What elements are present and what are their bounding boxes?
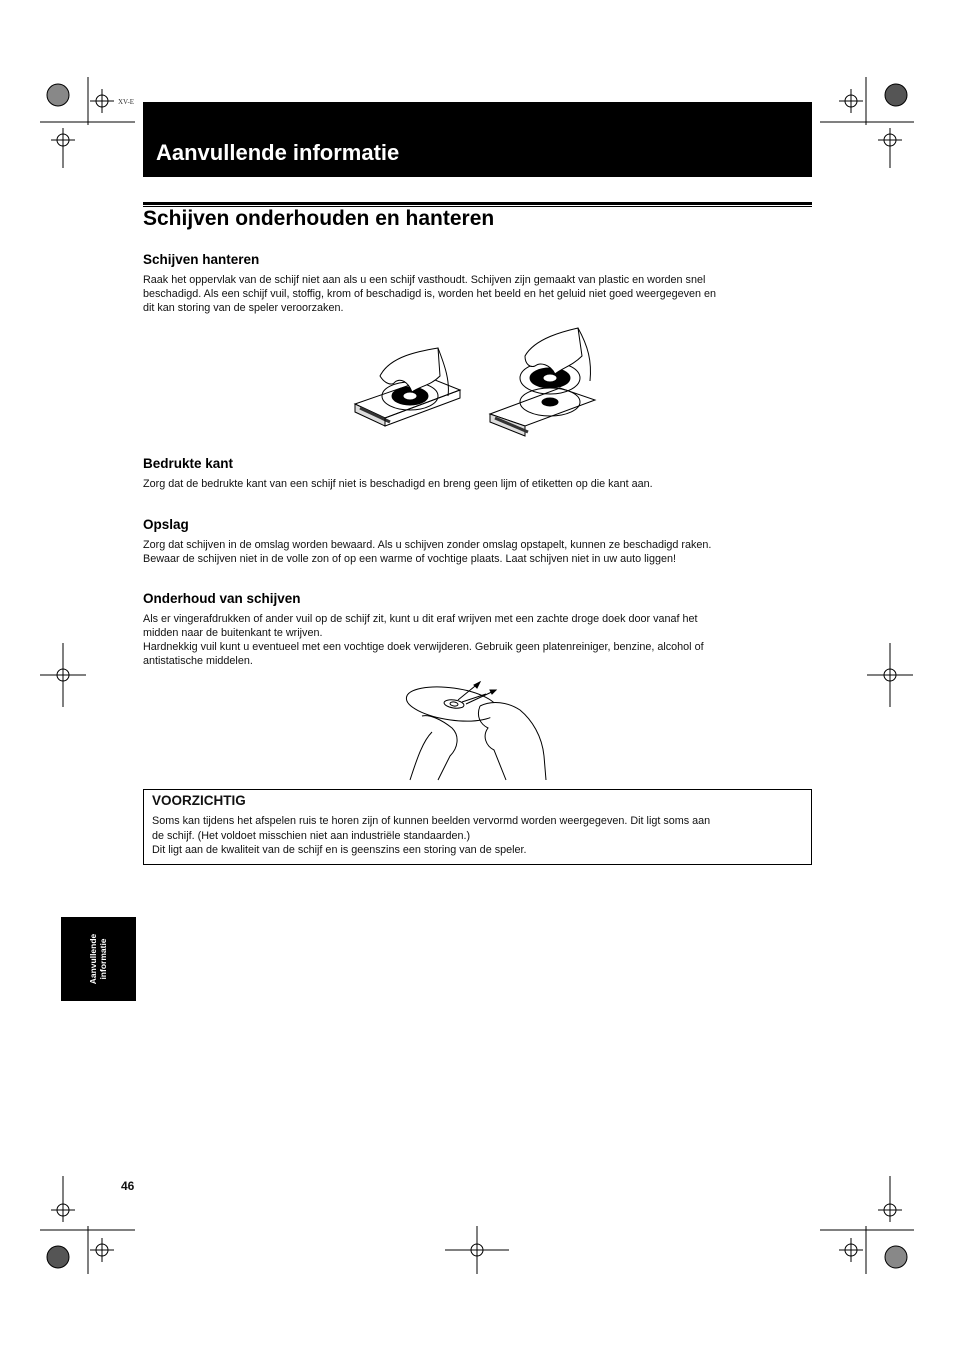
side-section-tab [61, 917, 136, 1001]
side-tab-line2: informatie [98, 938, 108, 980]
section-header-title: Aanvullende informatie [156, 140, 400, 165]
subheading-onderhoud: Onderhoud van schijven [143, 591, 301, 606]
text-line: Bewaar de schijven niet in de volle zon of op een warme of vochtige plaats. Laat schijven niet in uw auto liggen! [143, 553, 676, 565]
text-line: antistatische middelen. [143, 655, 253, 667]
side-tab-label [88, 934, 108, 985]
text-line: Als er vingerafdrukken of ander vuil op de schijf zit, kunt u dit eraf wrijven met een zachte droge doek door vanaf het [143, 613, 698, 625]
disc-cleaning-illustration [402, 676, 552, 782]
edition-code: XV-E [118, 98, 135, 106]
side-tab-line1: Aanvullende [88, 933, 98, 985]
text-line: de schijf. (Het voldoet misschien niet aan industriële standaarden.) [152, 829, 471, 842]
subheading-schijven-hanteren: Schijven hanteren [143, 252, 260, 267]
subheading-opslag: Opslag [143, 517, 189, 532]
text-line: Hardnekkig vuil kunt u eventueel met een vochtige doek verwijderen. Gebruik geen platenreiniger, benzine, alcohol of [143, 641, 704, 653]
text-line: Dit ligt aan de kwaliteit van de schijf en is geenszins een storing van de speler. [152, 844, 527, 856]
disc-handling-illustration [350, 326, 610, 442]
text-line: dit kan storing van de speler veroorzaken. [143, 302, 344, 314]
text-line: midden naar de buitenkant te wrijven. [143, 627, 323, 639]
text-line: beschadigd. Als een schijf vuil, stoffig, krom of beschadigd is, worden het beeld en het geluid niet goed weergegeven en [143, 288, 717, 300]
text-line: Zorg dat de bedrukte kant van een schijf niet is beschadigd en breng geen lijm of etiketten op die kant aan. [143, 478, 653, 490]
text-line: Raak het oppervlak van de schijf niet aan als u een schijf vasthoudt. Schijven zijn gemaakt van plastic en worden snel [143, 274, 706, 286]
caution-title: VOORZICHTIG [152, 793, 246, 808]
section-header-bar [143, 102, 812, 177]
subheading-bedrukte-kant: Bedrukte kant [143, 456, 234, 471]
page-number: 46 [121, 1179, 135, 1193]
text-line: Zorg dat schijven in de omslag worden bewaard. Als u schijven zonder omslag opstapelt, kunnen ze beschadigd raken. [143, 539, 712, 551]
caution-box [143, 789, 812, 865]
paragraph-opslag [143, 538, 811, 566]
paragraph-schijven-hanteren [143, 273, 811, 315]
heading-rule [143, 202, 812, 205]
paragraph-onderhoud [143, 612, 811, 668]
paragraph-bedrukte-kant [143, 477, 811, 491]
caution-text [152, 814, 710, 858]
page-heading: Schijven onderhouden en hanteren [143, 207, 495, 230]
text-line: Soms kan tijdens het afspelen ruis te horen zijn of kunnen beelden vervormd worden weergegeven. Dit ligt soms aan [152, 815, 711, 827]
